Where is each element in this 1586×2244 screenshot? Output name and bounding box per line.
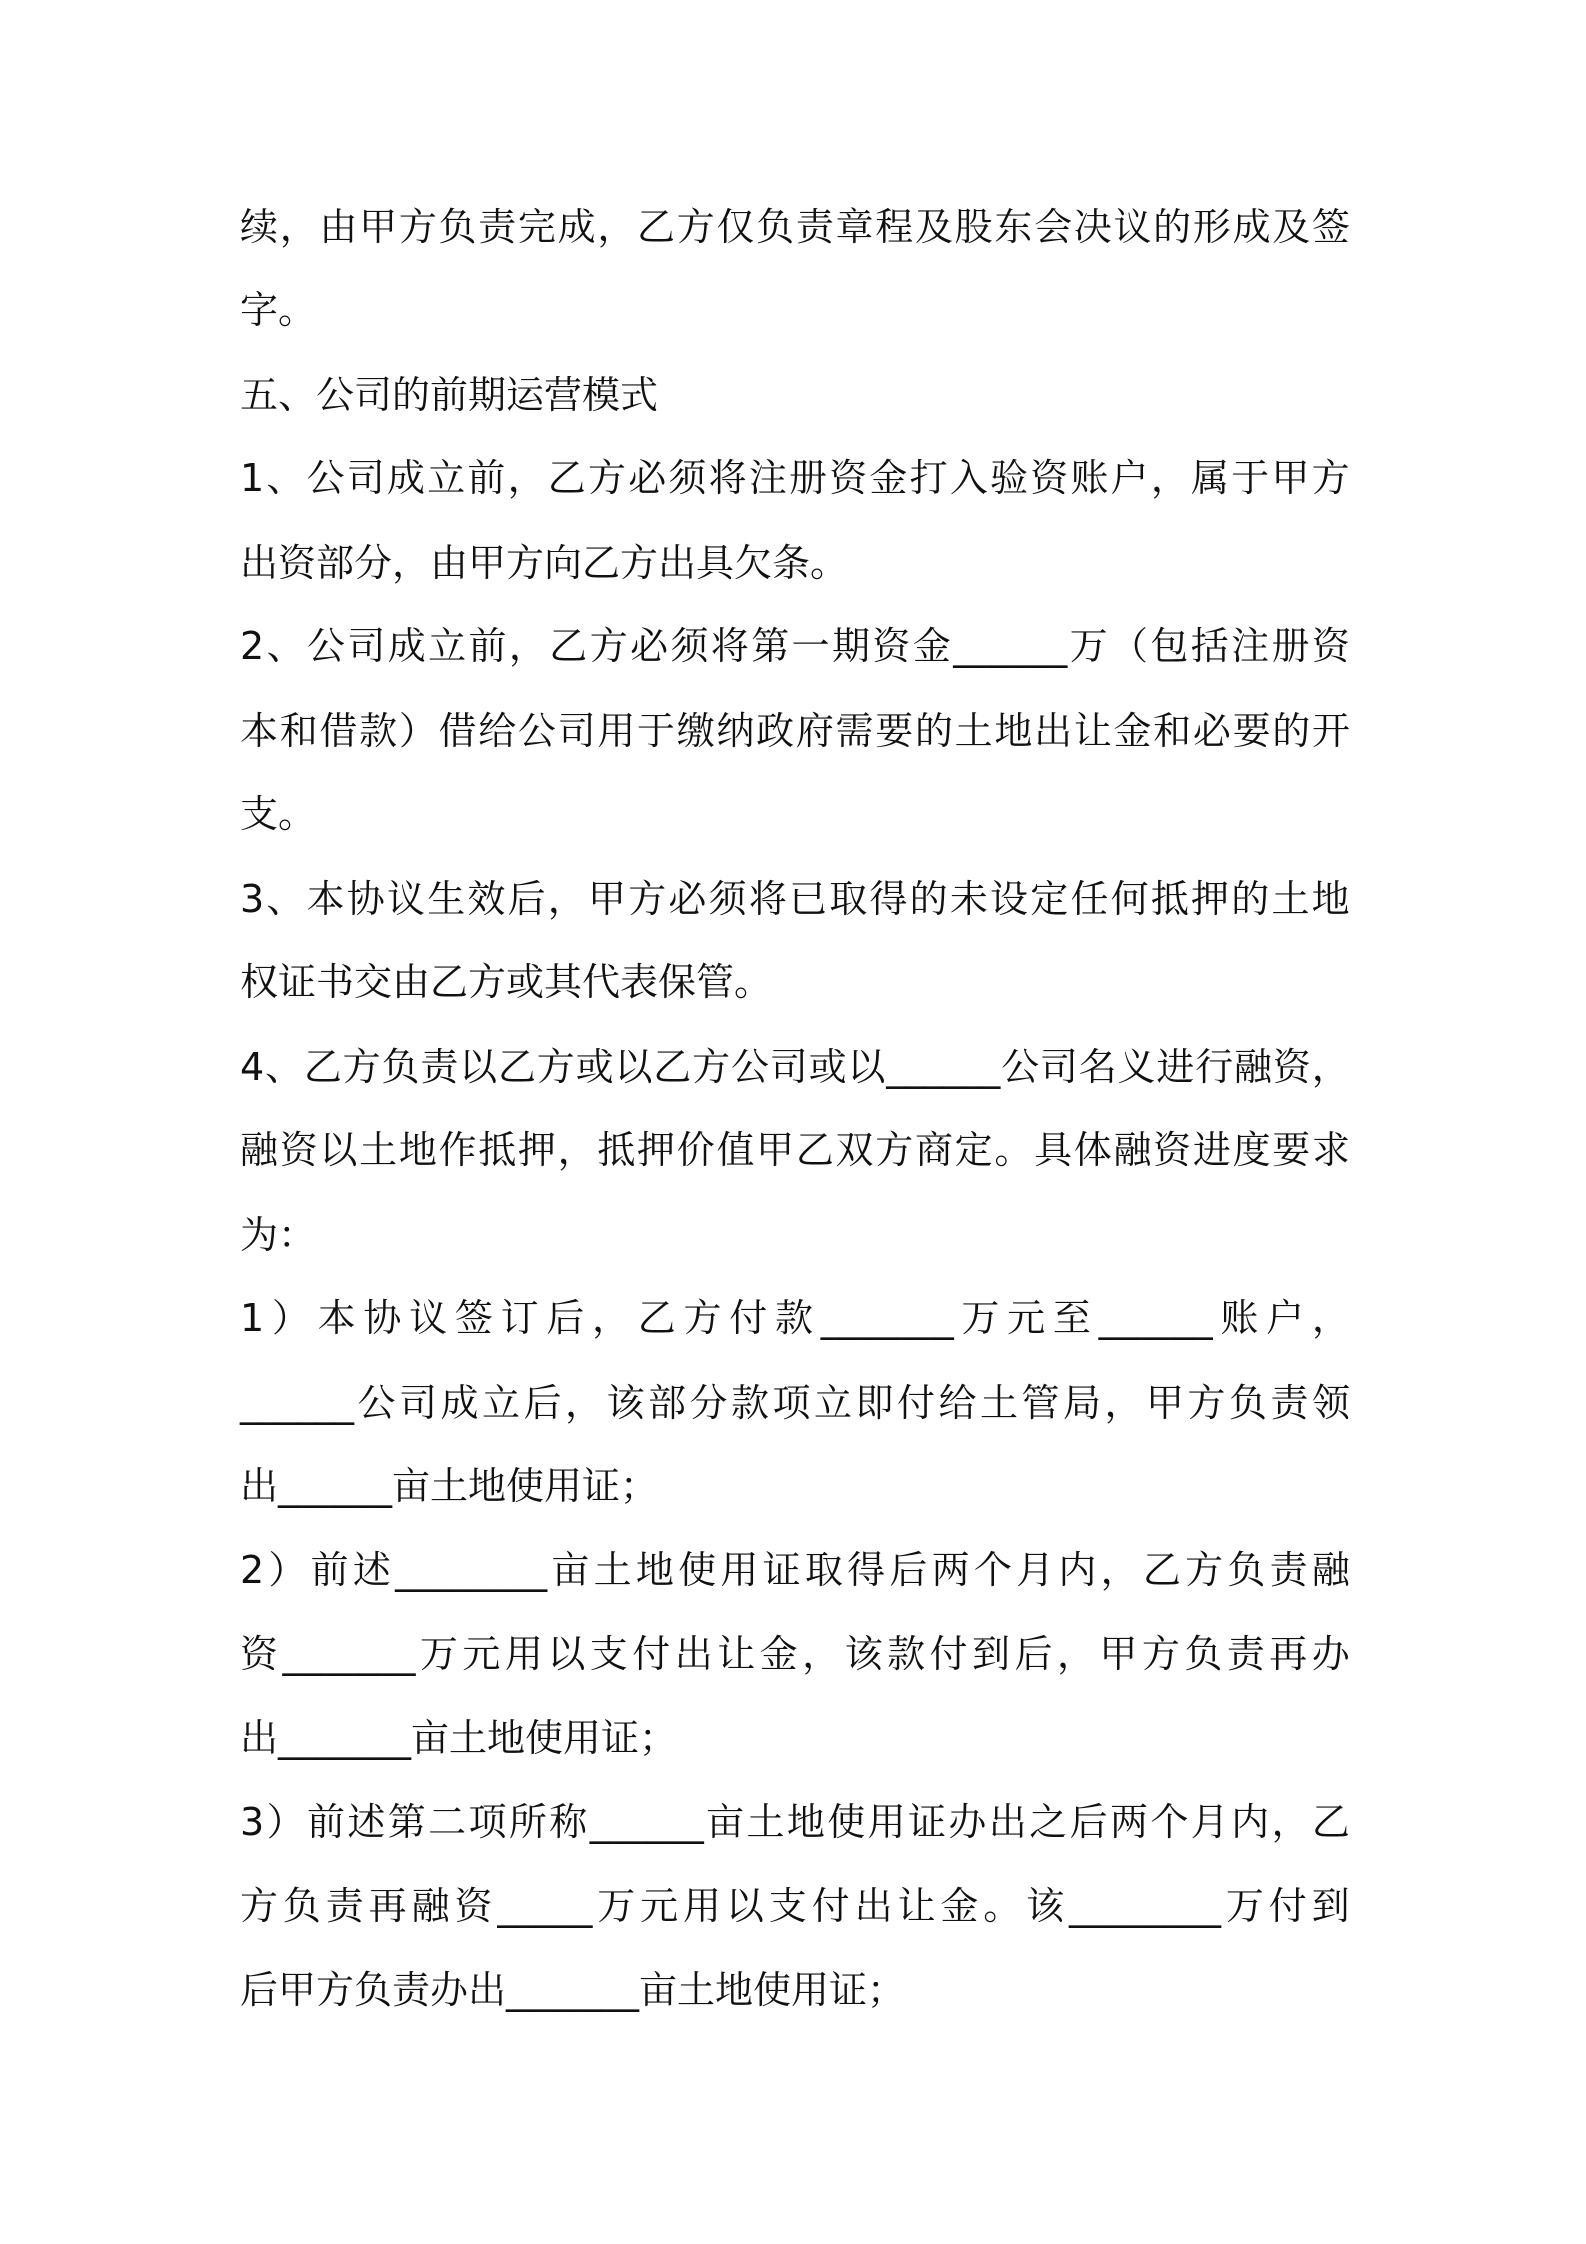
text-line: 1 ） 本 协 议 签 订 后 ， 乙 方 付 款 _______ 万 元 至 ______ 账 户 ，: [240, 1296, 1350, 1340]
text-line: 资 _______ 万 元 用 以 支 付 出 让 金 ， 该 款 付 到 后 ， 甲 方 负 责 再 办: [240, 1632, 1350, 1676]
text-line: 出_______亩土地使用证；: [240, 1716, 678, 1760]
text-line: 字。: [240, 288, 317, 332]
text-line: 3 ） 前 述 第 二 项 所 称 ______ 亩 土 地 使 用 证 办 出 之 后 两 个 月 内 ， 乙: [240, 1800, 1350, 1844]
text-line: 出资部分，由甲方向乙方出具欠条。: [240, 541, 849, 585]
section-heading: 五、公司的前期运营模式: [240, 373, 659, 417]
text-line: 3 、 本 协 议 生 效 后 ， 甲 方 必 须 将 已 取 得 的 未 设 定 任 何 抵 押 的 土 地: [240, 877, 1350, 921]
text-line: 后甲方负责办出_______亩土地使用证；: [240, 1968, 906, 2012]
text-line: 本 和 借 款 ） 借 给 公 司 用 于 缴 纳 政 府 需 要 的 土 地 出 让 金 和 必 要 的 开: [240, 709, 1350, 753]
text-line: 方 负 责 再 融 资 _____ 万 元 用 以 支 付 出 让 金 。 该 ________ 万 付 到: [240, 1884, 1350, 1928]
text-line: 2 、 公 司 成 立 前 ， 乙 方 必 须 将 第 一 期 资 金 ______ 万 （ 包 括 注 册 资: [240, 624, 1350, 668]
text-line: 出______亩土地使用证；: [240, 1464, 659, 1508]
text-line: 融 资 以 土 地 作 抵 押 ， 抵 押 价 值 甲 乙 双 方 商 定 。 具 体 融 资 进 度 要 求: [240, 1128, 1350, 1172]
text-line: 1 、 公 司 成 立 前 ， 乙 方 必 须 将 注 册 资 金 打 入 验 资 账 户 ， 属 于 甲 方: [240, 456, 1350, 500]
text-line: 4 、 乙 方 负 责 以 乙 方 或 以 乙 方 公 司 或 以 ______ 公 司 名 义 进 行 融 资 ，: [240, 1045, 1350, 1089]
text-line: 支。: [240, 792, 317, 836]
text-line: 2 ） 前 述 ________ 亩 土 地 使 用 证 取 得 后 两 个 月 内 ， 乙 方 负 责 融: [240, 1548, 1350, 1592]
text-line: 为：: [240, 1213, 317, 1257]
text-line: 权证书交由乙方或其代表保管。: [240, 960, 773, 1004]
text-line: ______ 公 司 成 立 后 ， 该 部 分 款 项 立 即 付 给 土 管 局 ， 甲 方 负 责 领: [240, 1381, 1350, 1425]
text-line: 续 ， 由 甲 方 负 责 完 成 ， 乙 方 仅 负 责 章 程 及 股 东 会 决 议 的 形 成 及 签: [240, 205, 1350, 249]
